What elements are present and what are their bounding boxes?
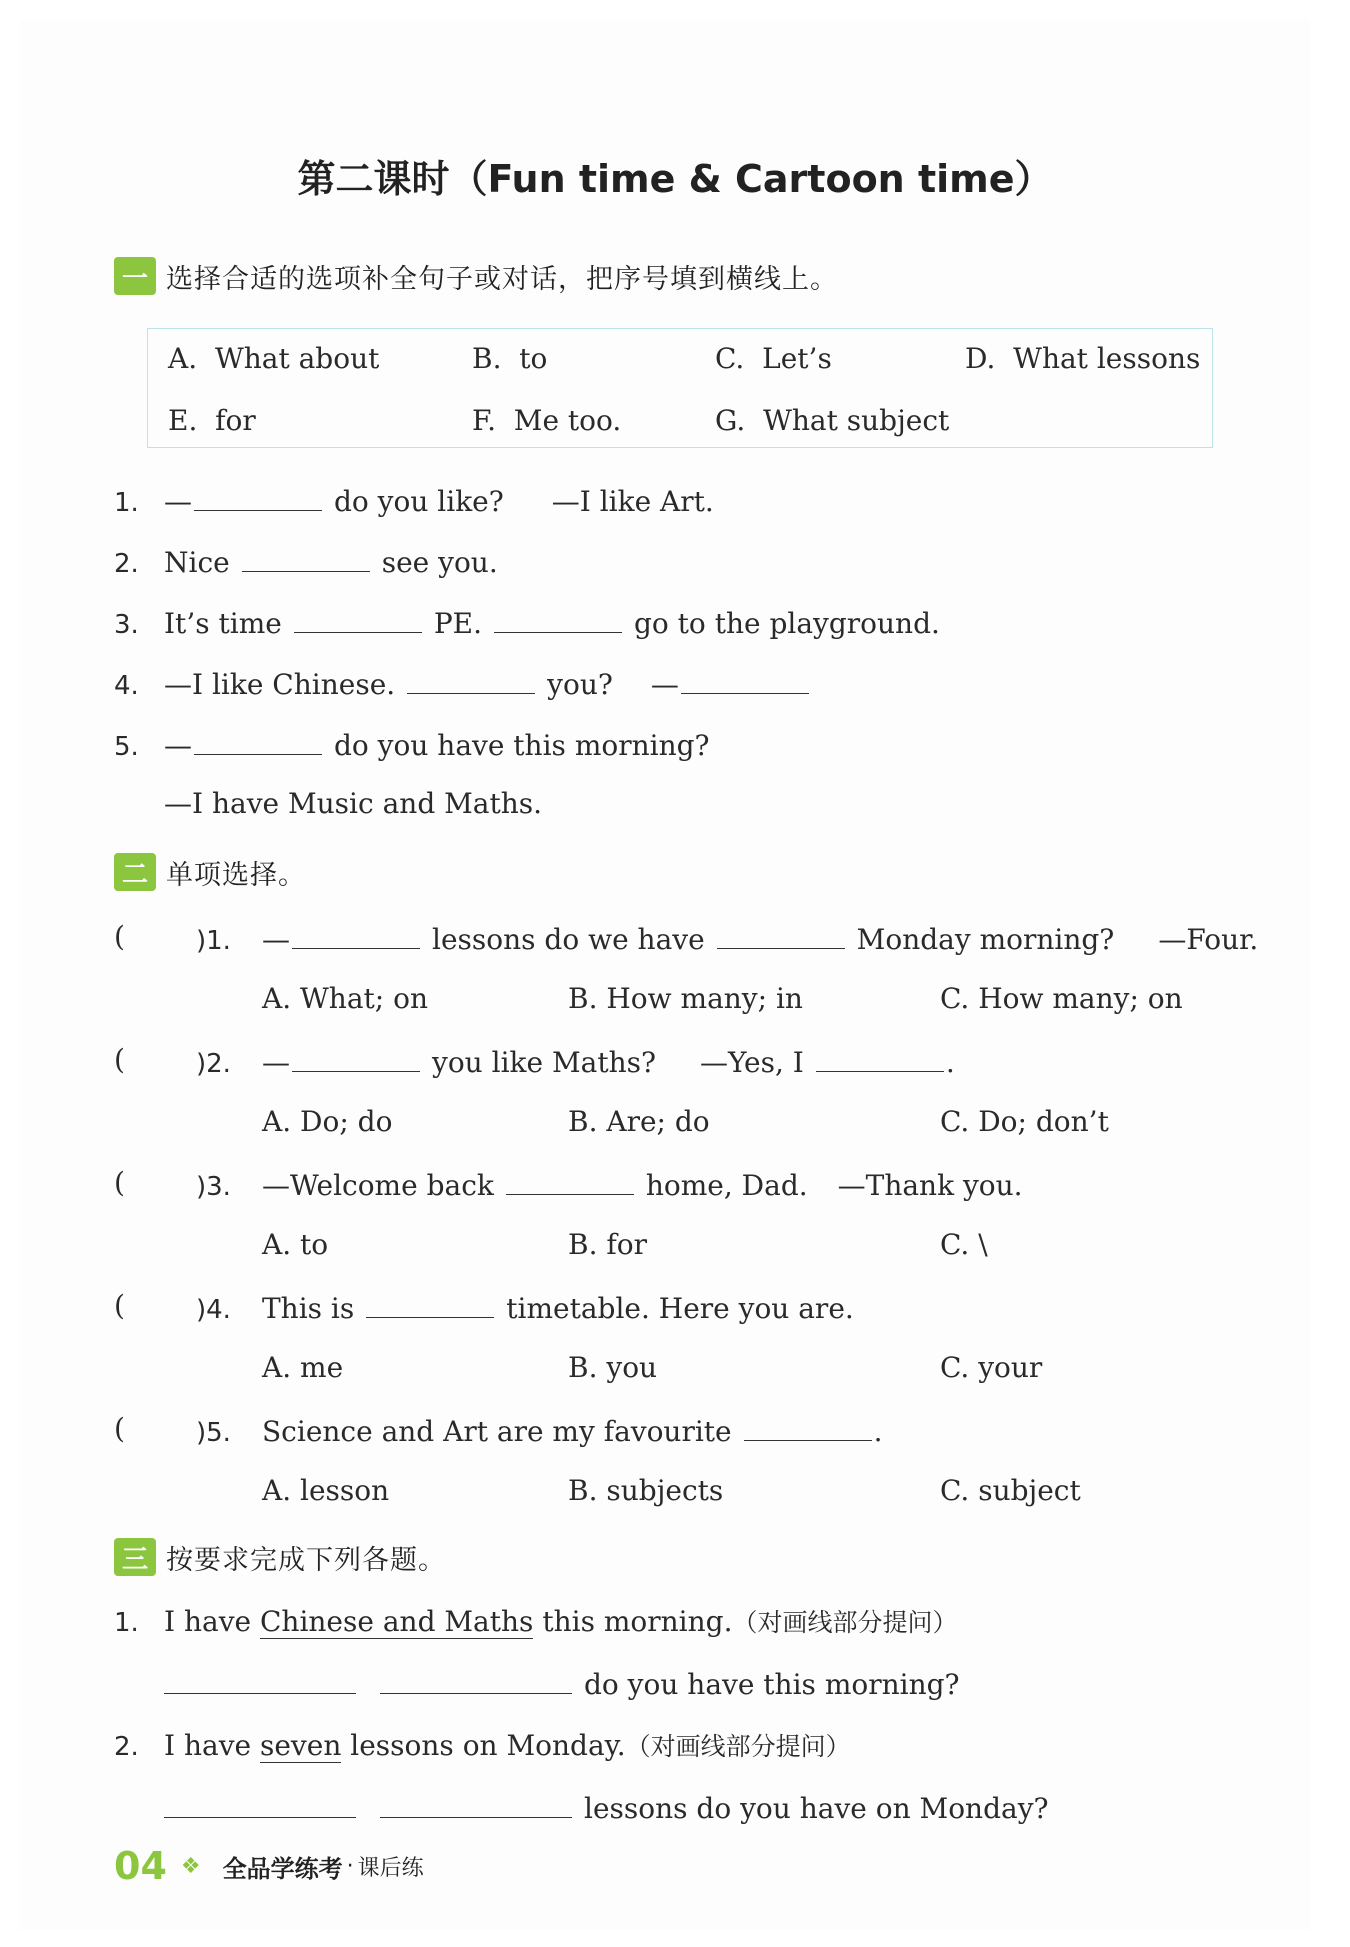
choice-c: C. Do; don’t bbox=[940, 1105, 1109, 1138]
brand-name: 全品学练考 bbox=[222, 1854, 343, 1883]
fill-q1: 1. — do you like? —I like Art. bbox=[114, 482, 714, 518]
task-q2-answer: lessons do you have on Monday? bbox=[164, 1789, 1049, 1825]
mc-q4: )4. This is timetable. Here you are. bbox=[196, 1289, 854, 1325]
section-badge: 一 bbox=[114, 257, 156, 295]
choice-c: C. subject bbox=[940, 1474, 1081, 1507]
underlined-phrase: Chinese and Maths bbox=[259, 1605, 534, 1638]
option-c: C. Let’s bbox=[715, 342, 832, 375]
option-d: D. What lessons bbox=[965, 342, 1201, 375]
diamond-icon: ❖ bbox=[180, 1853, 201, 1879]
answer-paren[interactable]: ( bbox=[114, 1043, 125, 1076]
section-title: 单项选择。 bbox=[166, 859, 306, 891]
choice-a: A. lesson bbox=[262, 1474, 390, 1507]
mc-q3: )3. —Welcome back home, Dad. —Thank you. bbox=[196, 1166, 1023, 1202]
option-f: F. Me too. bbox=[472, 404, 622, 437]
page bbox=[20, 20, 1310, 1930]
section-title: 按要求完成下列各题。 bbox=[166, 1544, 446, 1576]
answer-blank[interactable] bbox=[194, 726, 322, 755]
choice-b: B. for bbox=[568, 1228, 647, 1261]
section-1-header bbox=[114, 256, 838, 296]
answer-blank[interactable] bbox=[407, 665, 535, 694]
series-name: 课后练 bbox=[357, 1855, 424, 1881]
section-3-header bbox=[114, 1537, 446, 1577]
option-a: A. What about bbox=[168, 342, 380, 375]
footer bbox=[114, 1844, 424, 1888]
separator: · bbox=[346, 1853, 354, 1879]
answer-blank[interactable] bbox=[380, 1665, 572, 1694]
fill-q5-answer: —I have Music and Maths. bbox=[164, 787, 543, 820]
task-q1: 1. I have Chinese and Maths this morning. （对画线部分提问） bbox=[114, 1605, 958, 1638]
answer-paren[interactable]: ( bbox=[114, 1289, 125, 1322]
choice-a: A. to bbox=[262, 1228, 329, 1261]
fill-q5: 5. — do you have this morning? bbox=[114, 726, 710, 762]
answer-blank[interactable] bbox=[194, 482, 322, 511]
choice-b: B. you bbox=[568, 1351, 658, 1384]
fill-q3: 3. It’s time PE. go to the playground. bbox=[114, 604, 940, 640]
choice-c: C. your bbox=[940, 1351, 1043, 1384]
mc-q5: )5. Science and Art are my favourite . bbox=[196, 1412, 883, 1448]
answer-blank[interactable] bbox=[380, 1789, 572, 1818]
mc-q2: )2. — you like Maths? —Yes, I . bbox=[196, 1043, 955, 1079]
choice-c: C. How many; on bbox=[940, 982, 1183, 1015]
section-badge: 二 bbox=[114, 853, 156, 891]
page-number: 04 bbox=[114, 1844, 167, 1888]
answer-blank[interactable] bbox=[506, 1166, 634, 1195]
task-q1-answer: do you have this morning? bbox=[164, 1665, 960, 1701]
section-badge: 三 bbox=[114, 1538, 156, 1576]
choice-b: B. Are; do bbox=[568, 1105, 710, 1138]
answer-blank[interactable] bbox=[366, 1289, 494, 1318]
task-q2: 2. I have seven lessons on Monday. （对画线部分提问） bbox=[114, 1729, 851, 1762]
choice-b: B. subjects bbox=[568, 1474, 724, 1507]
answer-blank[interactable] bbox=[292, 920, 420, 949]
answer-blank[interactable] bbox=[681, 665, 809, 694]
answer-blank[interactable] bbox=[816, 1043, 944, 1072]
choice-a: A. What; on bbox=[262, 982, 429, 1015]
page-title: 第二课时（Fun time & Cartoon time） bbox=[297, 157, 1053, 201]
section-2-header bbox=[114, 852, 306, 892]
answer-blank[interactable] bbox=[717, 920, 845, 949]
option-e: E. for bbox=[168, 404, 256, 437]
choice-a: A. me bbox=[262, 1351, 344, 1384]
choice-c: C. \ bbox=[940, 1228, 988, 1261]
fill-q2: 2. Nice see you. bbox=[114, 543, 498, 579]
answer-blank[interactable] bbox=[292, 1043, 420, 1072]
choice-a: A. Do; do bbox=[262, 1105, 393, 1138]
answer-blank[interactable] bbox=[164, 1789, 356, 1818]
option-g: G. What subject bbox=[715, 404, 950, 437]
mc-q1: )1. — lessons do we have Monday morning? —Four. bbox=[196, 920, 1258, 956]
choice-b: B. How many; in bbox=[568, 982, 803, 1015]
section-title: 选择合适的选项补全句子或对话，把序号填到横线上。 bbox=[166, 263, 838, 295]
underlined-phrase: seven bbox=[259, 1729, 342, 1762]
answer-blank[interactable] bbox=[242, 543, 370, 572]
option-b: B. to bbox=[472, 342, 548, 375]
answer-paren[interactable]: ( bbox=[114, 920, 125, 953]
answer-blank[interactable] bbox=[744, 1412, 872, 1441]
answer-blank[interactable] bbox=[294, 604, 422, 633]
answer-paren[interactable]: ( bbox=[114, 1166, 125, 1199]
fill-q4: 4. —I like Chinese. you? — bbox=[114, 665, 821, 701]
answer-blank[interactable] bbox=[164, 1665, 356, 1694]
answer-paren[interactable]: ( bbox=[114, 1412, 125, 1445]
answer-blank[interactable] bbox=[494, 604, 622, 633]
